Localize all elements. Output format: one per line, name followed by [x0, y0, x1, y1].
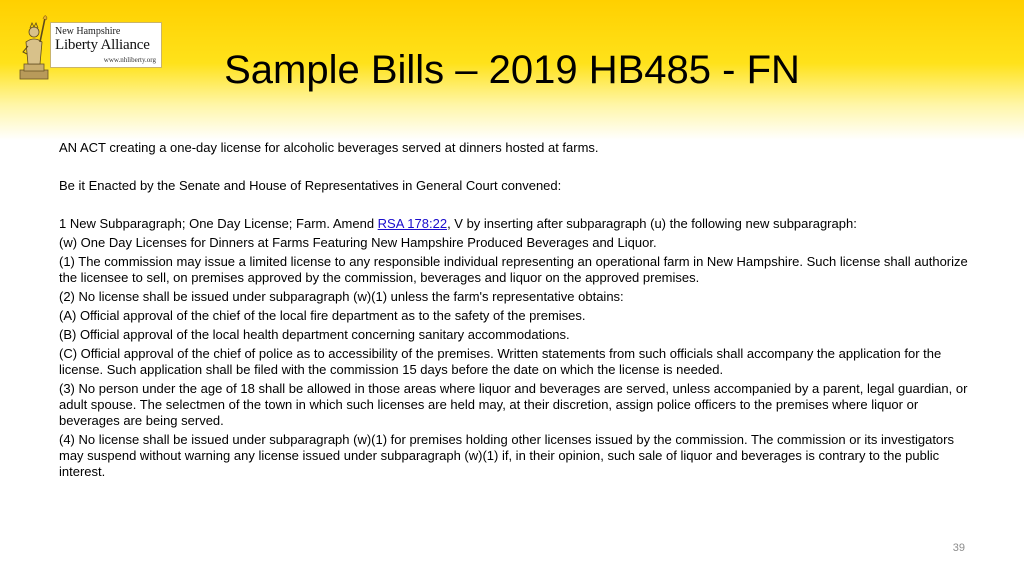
subparagraph-3: (3) No person under the age of 18 shall be allowed in those areas where liquor and beverages are served, unless accompanied by a parent, legal guardian, or adult spouse. The selectmen of the town in which such licenses are held may, at their discretion, assign police officers to the premises where liquor or beverages are being served. — [59, 381, 968, 428]
logo-url: www.nhliberty.org — [103, 56, 156, 64]
subparagraph-a: (A) Official approval of the chief of the local fire department as to the safety of the premises. — [59, 308, 586, 323]
subparagraph-b: (B) Official approval of the local health department concerning sanitary accommodations. — [59, 327, 570, 342]
slide-number: 39 — [952, 542, 965, 554]
bill-text — [59, 140, 969, 480]
section-1 — [59, 216, 969, 232]
slide-title: Sample Bills – 2019 HB485 - FN — [224, 48, 800, 92]
section-1-text-pre: 1 New Subparagraph; One Day License; Farm. Amend — [59, 216, 378, 231]
subparagraph-c: (C) Official approval of the chief of police as to accessibility of the premises. Written statements from such officials shall accompany the application for the license. Such application shall be filed with the commission 15 days before the date on which the license is needed. — [59, 346, 942, 377]
logo-line-liberty-alliance: Liberty Alliance — [55, 37, 150, 53]
subparagraph-1: (1) The commission may issue a limited license to any responsible individual representing an operational farm in New Hampshire. Such license shall authorize the licensee to sell, on premises approved by the commission, beverages and liquor on the approved premises. — [59, 254, 968, 285]
enacting-clause: Be it Enacted by the Senate and House of Representatives in General Court convened: — [59, 178, 562, 193]
subparagraph-w-heading: (w) One Day Licenses for Dinners at Farms Featuring New Hampshire Produced Beverages and Liquor. — [59, 235, 657, 250]
subparagraph-2: (2) No license shall be issued under subparagraph (w)(1) unless the farm's representative obtains: — [59, 289, 624, 304]
subparagraph-4: (4) No license shall be issued under subparagraph (w)(1) for premises holding other licenses issued by the commission. The commission or its investigators may suspend without warning any license issued under subparagraph (w)(1) if, in their opinion, such sale of liquor and beverages is contrary to the public interest. — [59, 432, 954, 479]
act-title: AN ACT creating a one-day license for alcoholic beverages served at dinners hosted at farms. — [59, 140, 599, 155]
section-1-text-post: , V by inserting after subparagraph (u) the following new subparagraph: — [447, 216, 857, 231]
rsa-178-22-link[interactable]: RSA 178:22 — [377, 216, 448, 231]
logo-line-new-hampshire: New Hampshire — [55, 26, 121, 37]
